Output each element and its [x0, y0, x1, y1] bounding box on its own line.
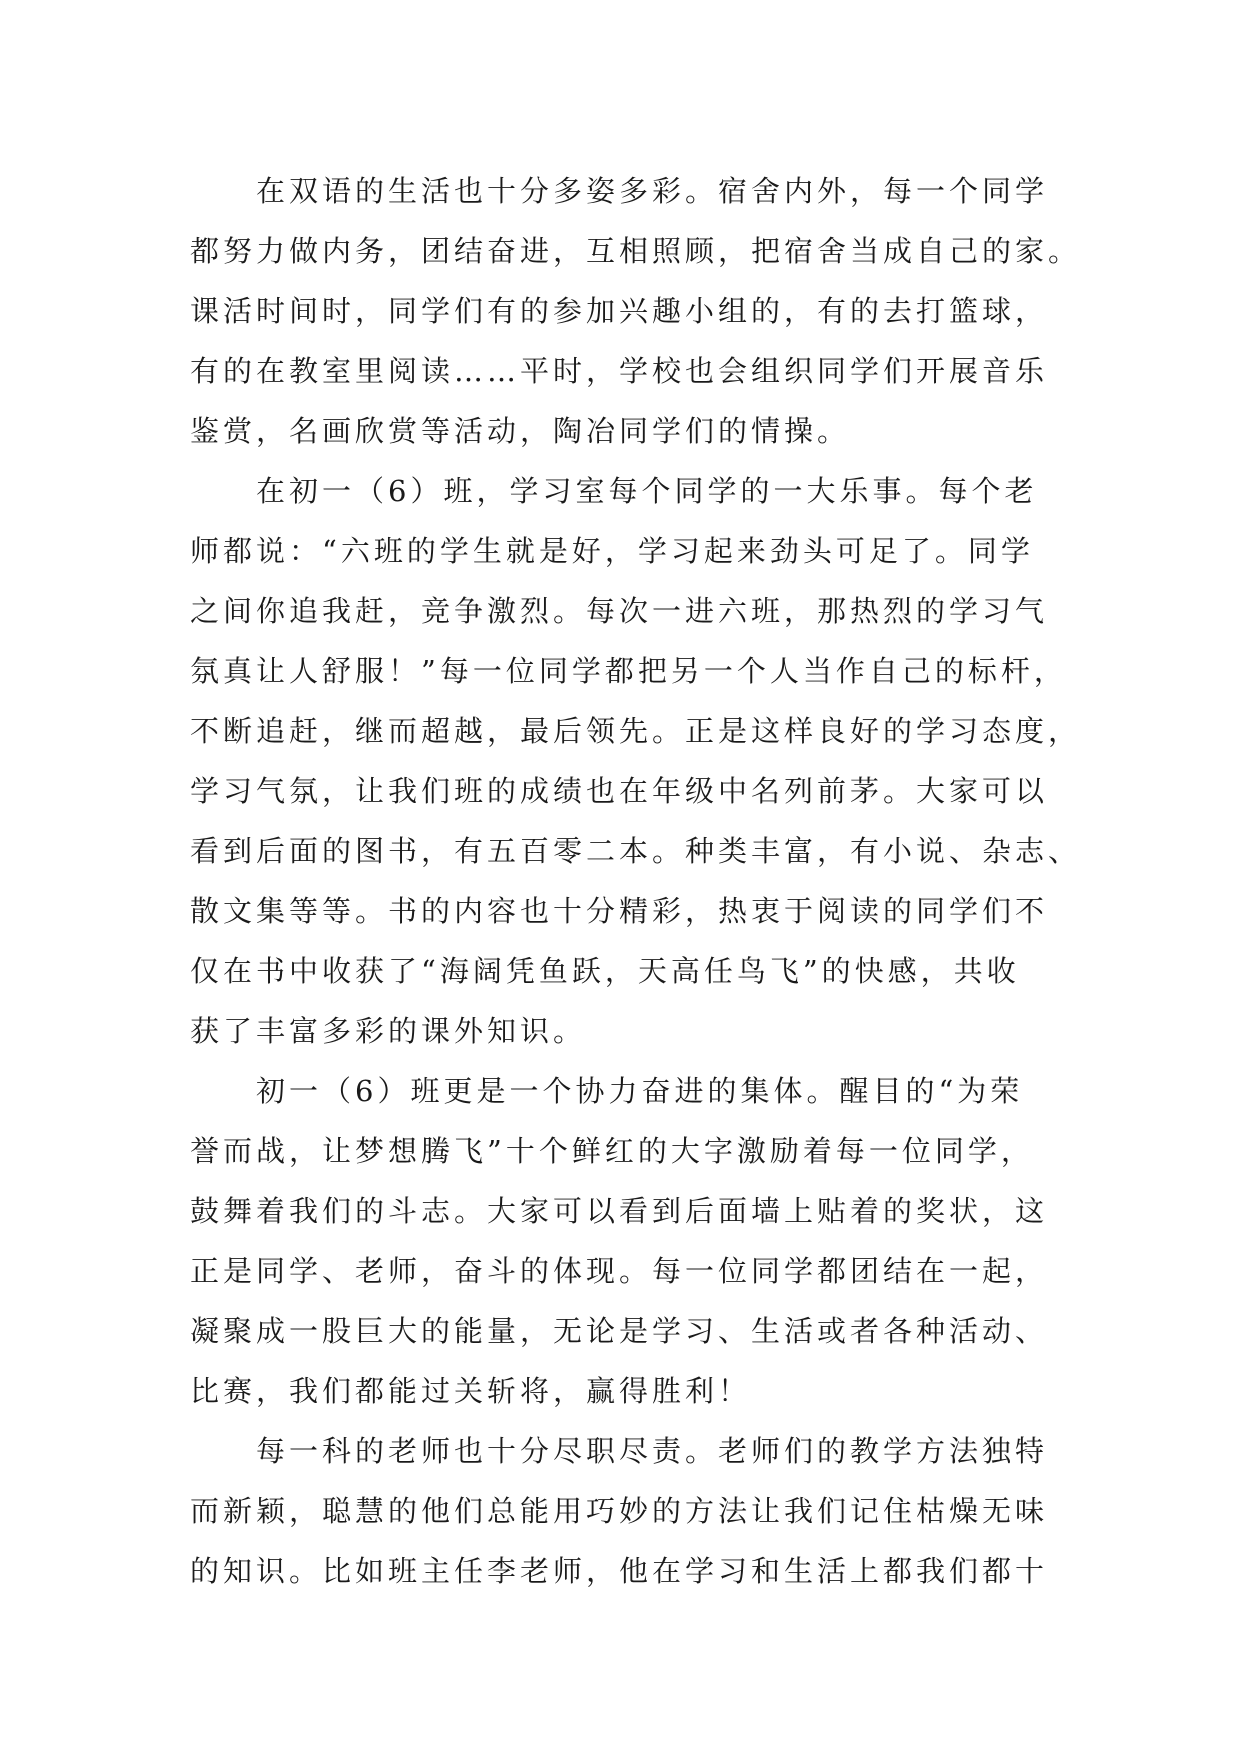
text-line: 获了丰富多彩的课外知识。 — [190, 1014, 587, 1048]
text-line: 誉而战，让梦想腾飞”十个鲜红的大字激励着每一位同学， — [190, 1134, 1034, 1168]
text-line: 在双语的生活也十分多姿多彩。宿舍内外，每一个同学 — [256, 174, 1049, 208]
text-line: 凝聚成一股巨大的能量，无论是学习、生活或者各种活动、 — [190, 1314, 1049, 1348]
text-line: 初一（6）班更是一个协力奋进的集体。醒目的“为荣 — [256, 1074, 1024, 1108]
text-line: 而新颖，聪慧的他们总能用巧妙的方法让我们记住枯燥无味 — [190, 1494, 1049, 1528]
text-line: 学习气氛，让我们班的成绩也在年级中名列前茅。大家可以 — [190, 774, 1049, 808]
text-line: 在初一（6）班，学习室每个同学的一大乐事。每个老 — [256, 474, 1038, 508]
paragraph — [190, 1421, 1070, 1601]
text-line: 不断追赶，继而超越，最后领先。正是这样良好的学习态度， — [190, 714, 1082, 748]
paragraph — [190, 461, 1082, 1061]
paragraph — [190, 161, 1082, 461]
text-line: 氛真让人舒服！”每一位同学都把另一个人当作自己的标杆， — [190, 654, 1067, 688]
text-line: 的知识。比如班主任李老师，他在学习和生活上都我们都十 — [190, 1554, 1049, 1588]
text-line: 师都说：“六班的学生就是好，学习起来劲头可足了。同学 — [190, 534, 1034, 568]
text-line: 之间你追我赶，竞争激烈。每次一进六班，那热烈的学习气 — [190, 594, 1049, 628]
text-line: 仅在书中收获了“海阔凭鱼跃，天高任鸟飞”的快感，共收 — [190, 954, 1020, 988]
text-line: 每一科的老师也十分尽职尽责。老师们的教学方法独特 — [256, 1434, 1049, 1468]
document-body — [190, 161, 1082, 1601]
text-line: 都努力做内务，团结奋进，互相照顾，把宿舍当成自己的家。 — [190, 234, 1082, 268]
text-line: 鼓舞着我们的斗志。大家可以看到后面墙上贴着的奖状，这 — [190, 1194, 1049, 1228]
text-line: 看到后面的图书，有五百零二本。种类丰富，有小说、杂志、 — [190, 834, 1082, 868]
text-line: 课活时间时，同学们有的参加兴趣小组的，有的去打篮球， — [190, 294, 1049, 328]
text-line: 正是同学、老师，奋斗的体现。每一位同学都团结在一起， — [190, 1254, 1049, 1288]
paragraph — [190, 1061, 1070, 1421]
text-line: 散文集等等。书的内容也十分精彩，热衷于阅读的同学们不 — [190, 894, 1049, 928]
text-line: 比赛，我们都能过关斩将，赢得胜利！ — [190, 1374, 752, 1408]
text-line: 鉴赏，名画欣赏等活动，陶冶同学们的情操。 — [190, 414, 851, 448]
text-line: 有的在教室里阅读……平时，学校也会组织同学们开展音乐 — [190, 354, 1049, 388]
